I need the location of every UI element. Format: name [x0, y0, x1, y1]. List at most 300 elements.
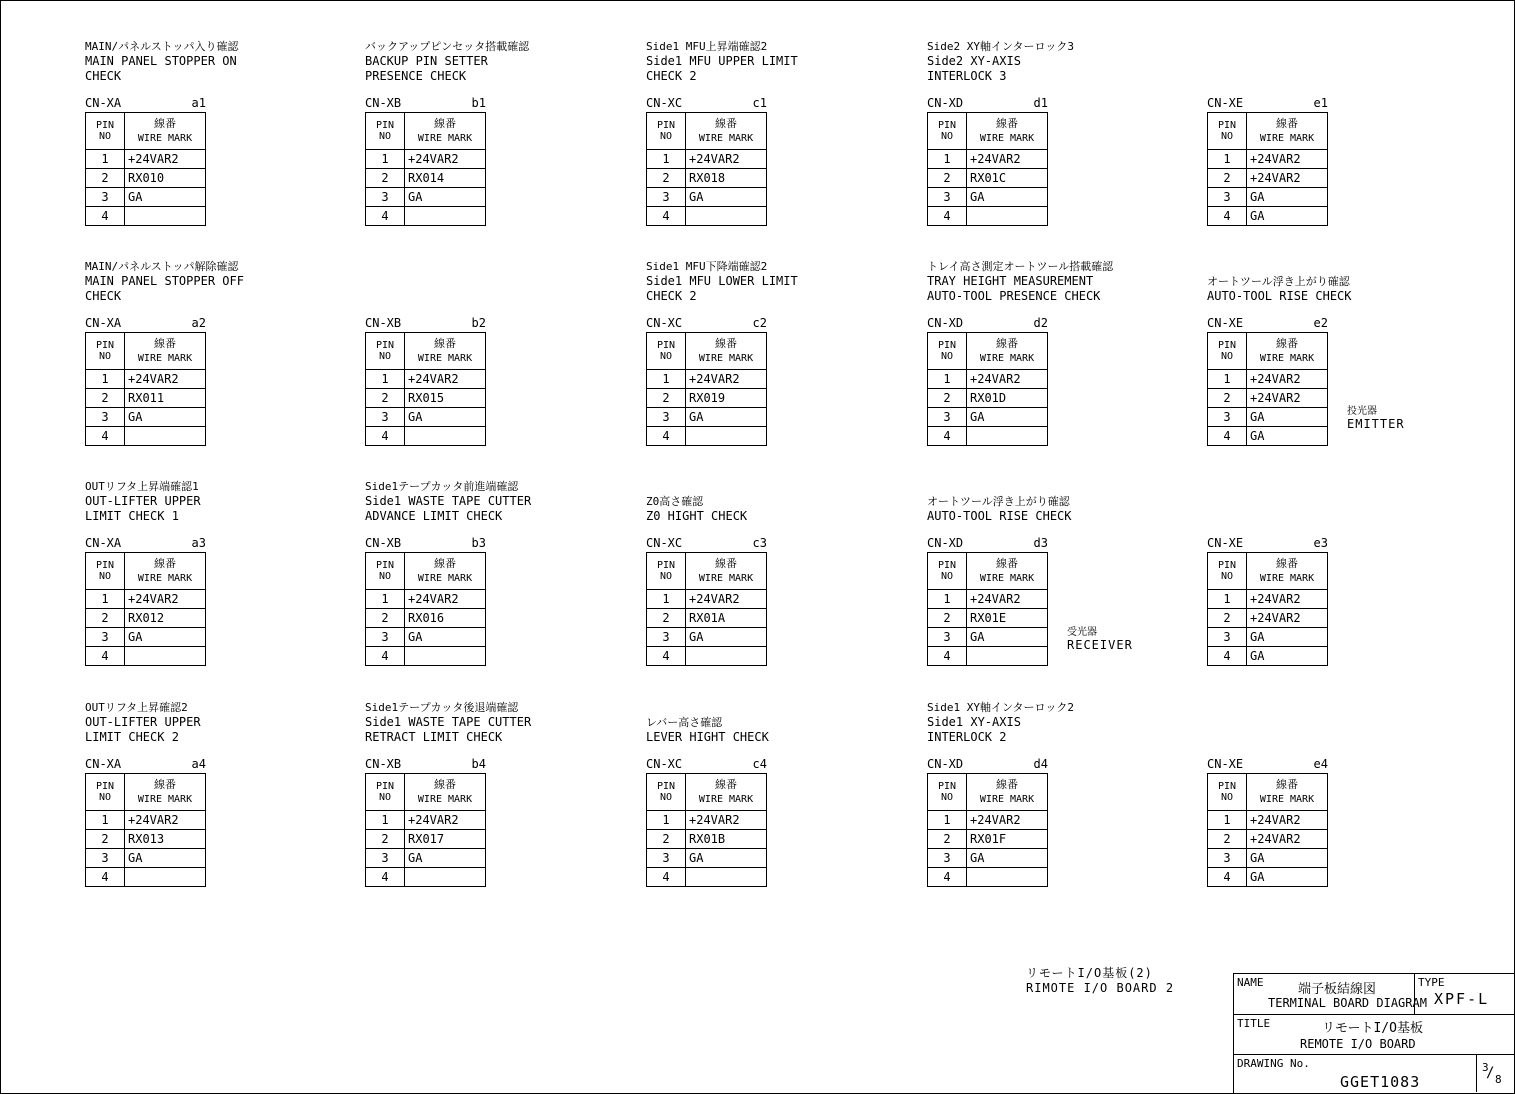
- pin-no-header: [647, 774, 686, 811]
- pin-number: 4: [366, 868, 405, 887]
- pin-row: [366, 609, 486, 628]
- pin-number: 3: [86, 628, 125, 647]
- wire-mark: +24VAR2: [686, 590, 767, 609]
- pin-header-bottom: NO: [98, 792, 112, 803]
- description-line: オートツール浮き上がり確認: [1207, 275, 1350, 288]
- pin-row: [928, 370, 1048, 389]
- pin-header-top: PIN: [375, 120, 395, 131]
- pin-table: [365, 332, 486, 446]
- pin-number: 2: [1208, 169, 1247, 188]
- pin-row: [1208, 408, 1328, 427]
- pin-header-bottom: NO: [1220, 351, 1234, 362]
- pin-header-top: PIN: [1217, 120, 1237, 131]
- wire-mark-header: [405, 113, 486, 150]
- terminal-id: d1: [1033, 96, 1048, 110]
- wire-mark-header: [967, 553, 1048, 590]
- wire-mark: GA: [967, 408, 1048, 427]
- pin-number: 1: [86, 150, 125, 169]
- pin-number: 3: [1208, 188, 1247, 207]
- wire-mark: GA: [967, 628, 1048, 647]
- wire-header-jp: 線番: [996, 337, 1018, 350]
- pin-table: [85, 112, 206, 226]
- description-line: [1207, 259, 1477, 274]
- pin-row: [86, 647, 206, 666]
- wire-header-jp: 線番: [154, 117, 176, 130]
- pin-no-header: [1208, 774, 1247, 811]
- pin-header-bottom: NO: [378, 131, 392, 142]
- pin-table: [646, 332, 767, 446]
- wire-mark: RX010: [125, 169, 206, 188]
- wire-mark: GA: [967, 849, 1048, 868]
- pin-table: [85, 332, 206, 446]
- pin-header-bottom: NO: [940, 351, 954, 362]
- pin-number: 2: [366, 389, 405, 408]
- pin-row: [86, 628, 206, 647]
- pin-number: 4: [86, 207, 125, 226]
- pin-header-bottom: NO: [659, 571, 673, 582]
- wire-mark: GA: [1247, 647, 1328, 666]
- title-block-title-row: [1234, 1015, 1514, 1055]
- pin-row: [647, 590, 767, 609]
- description-line: INTERLOCK 3: [927, 69, 1007, 83]
- description-line: OUT-LIFTER UPPER: [85, 715, 201, 729]
- wire-mark: +24VAR2: [405, 150, 486, 169]
- wire-header-jp: 線番: [1276, 117, 1298, 130]
- pin-row: [1208, 830, 1328, 849]
- pin-number: 2: [928, 169, 967, 188]
- pin-header-bottom: NO: [659, 351, 673, 362]
- pin-table-header: [86, 774, 206, 811]
- wire-mark: GA: [686, 628, 767, 647]
- board-label-en: RIMOTE I/O BOARD 2: [1026, 981, 1175, 995]
- pin-number: 4: [1208, 647, 1247, 666]
- pin-header-bottom: NO: [940, 571, 954, 582]
- wire-header-en: WIRE MARK: [1259, 133, 1315, 144]
- pin-header-bottom: NO: [1220, 792, 1234, 803]
- description-line: CHECK: [85, 289, 122, 303]
- pin-number: 1: [86, 370, 125, 389]
- pin-no-header: [1208, 333, 1247, 370]
- wire-mark: +24VAR2: [967, 811, 1048, 830]
- wire-header-jp: 線番: [996, 117, 1018, 130]
- pin-header-top: PIN: [95, 340, 115, 351]
- receiver-note-en: RECEIVER: [1067, 638, 1133, 652]
- cell-description: [85, 479, 355, 524]
- description-line: Side1 XY軸インターロック2: [927, 701, 1074, 714]
- pin-table: [646, 112, 767, 226]
- emitter-note: [1347, 405, 1405, 431]
- pin-number: 1: [366, 150, 405, 169]
- pin-table: [365, 773, 486, 887]
- pin-row: [647, 169, 767, 188]
- pin-row: [1208, 647, 1328, 666]
- pin-number: 3: [1208, 408, 1247, 427]
- board-label: [1026, 966, 1174, 996]
- title-en: REMOTE I/O BOARD: [1300, 1037, 1416, 1051]
- receiver-note-jp: 受光器: [1067, 627, 1097, 638]
- wire-mark: +24VAR2: [1247, 590, 1328, 609]
- pin-row: [928, 811, 1048, 830]
- wire-mark: GA: [1247, 188, 1328, 207]
- terminal-id: b1: [471, 96, 486, 110]
- wire-mark: +24VAR2: [405, 590, 486, 609]
- pin-row: [86, 590, 206, 609]
- wire-mark: RX013: [125, 830, 206, 849]
- pin-table-header: [647, 333, 767, 370]
- pin-number: 3: [647, 408, 686, 427]
- pin-table: [927, 773, 1048, 887]
- terminal-id: d2: [1033, 316, 1048, 330]
- pin-number: 4: [1208, 427, 1247, 446]
- wire-mark: +24VAR2: [967, 590, 1048, 609]
- terminal-id: e2: [1313, 316, 1328, 330]
- pin-row: [647, 868, 767, 887]
- connector-name: CN-XA: [85, 96, 122, 110]
- pin-row: [366, 408, 486, 427]
- wire-header-jp: 線番: [996, 557, 1018, 570]
- pin-number: 2: [928, 830, 967, 849]
- pin-table-header: [647, 113, 767, 150]
- description-line: LIMIT CHECK 2: [85, 730, 179, 744]
- cell-description: [646, 39, 916, 84]
- pin-number: 1: [647, 811, 686, 830]
- emitter-note-jp: 投光器: [1347, 406, 1377, 417]
- wire-mark: [125, 647, 206, 666]
- pin-header-top: PIN: [1217, 781, 1237, 792]
- wire-mark: GA: [405, 408, 486, 427]
- wire-header-jp: 線番: [1276, 557, 1298, 570]
- description-line: OUTリフタ上昇端確認1: [85, 480, 199, 493]
- title-jp: リモートI/O基板: [1322, 1021, 1423, 1036]
- wire-mark-header: [967, 113, 1048, 150]
- pin-number: 4: [1208, 868, 1247, 887]
- wire-mark: GA: [125, 849, 206, 868]
- pin-number: 2: [1208, 830, 1247, 849]
- pin-number: 1: [1208, 150, 1247, 169]
- pin-row: [366, 811, 486, 830]
- wire-mark: GA: [967, 188, 1048, 207]
- description-line: LIMIT CHECK 1: [85, 509, 179, 523]
- emitter-note-en: EMITTER: [1347, 417, 1405, 431]
- wire-header-en: WIRE MARK: [137, 573, 193, 584]
- pin-header-bottom: NO: [98, 131, 112, 142]
- connector-name: CN-XC: [646, 316, 683, 330]
- pin-header-bottom: NO: [378, 351, 392, 362]
- wire-mark: +24VAR2: [125, 370, 206, 389]
- description-line: AUTO-TOOL RISE CHECK: [1207, 289, 1352, 303]
- pin-table: [1207, 773, 1328, 887]
- pin-no-header: [366, 774, 405, 811]
- type-label: TYPE: [1418, 976, 1445, 989]
- pin-number: 1: [647, 590, 686, 609]
- wire-mark-header: [1247, 113, 1328, 150]
- cell-description: [646, 479, 916, 524]
- pin-row: [647, 150, 767, 169]
- description-line: トレイ高さ測定オートツール搭載確認: [927, 260, 1114, 273]
- pin-row: [928, 389, 1048, 408]
- pin-number: 2: [647, 830, 686, 849]
- pin-table: [646, 773, 767, 887]
- pin-number: 3: [647, 628, 686, 647]
- pin-no-header: [1208, 553, 1247, 590]
- description-line: TRAY HEIGHT MEASUREMENT: [927, 274, 1094, 288]
- description-line: Side1 XY-AXIS: [927, 715, 1021, 729]
- description-line: Side2 XY-AXIS: [927, 54, 1021, 68]
- terminal-id: e4: [1313, 757, 1328, 771]
- pin-row: [86, 811, 206, 830]
- wire-header-en: WIRE MARK: [1259, 794, 1315, 805]
- pin-number: 4: [86, 427, 125, 446]
- pin-table-header: [1208, 113, 1328, 150]
- connector-name: CN-XC: [646, 96, 683, 110]
- pin-number: 1: [86, 811, 125, 830]
- wire-mark: +24VAR2: [1247, 150, 1328, 169]
- description-line: CHECK 2: [646, 289, 697, 303]
- pin-row: [366, 849, 486, 868]
- pin-number: 2: [647, 389, 686, 408]
- wire-mark: RX011: [125, 389, 206, 408]
- wire-header-en: WIRE MARK: [137, 794, 193, 805]
- pin-row: [928, 590, 1048, 609]
- cell-description: [927, 39, 1197, 84]
- wire-mark: [686, 427, 767, 446]
- wire-mark-header: [967, 774, 1048, 811]
- pin-row: [928, 207, 1048, 226]
- wire-header-en: WIRE MARK: [698, 133, 754, 144]
- wire-mark: +24VAR2: [967, 370, 1048, 389]
- wire-mark: GA: [405, 188, 486, 207]
- pin-header-top: PIN: [1217, 340, 1237, 351]
- description-line: Side1 WASTE TAPE CUTTER: [365, 494, 532, 508]
- wire-mark: [125, 207, 206, 226]
- wire-mark: +24VAR2: [1247, 389, 1328, 408]
- connector-name: CN-XB: [365, 96, 402, 110]
- title-label: TITLE: [1237, 1017, 1271, 1030]
- pin-header-top: PIN: [656, 781, 676, 792]
- description-line: MAIN/パネルストッパ入り確認: [85, 40, 239, 53]
- pin-row: [647, 389, 767, 408]
- connector-name: CN-XE: [1207, 536, 1244, 550]
- wire-mark: +24VAR2: [1247, 169, 1328, 188]
- pin-row: [647, 830, 767, 849]
- description-line: [646, 700, 916, 715]
- pin-row: [647, 427, 767, 446]
- pin-row: [647, 207, 767, 226]
- wire-mark: [967, 868, 1048, 887]
- pin-number: 1: [928, 811, 967, 830]
- wire-header-en: WIRE MARK: [1259, 353, 1315, 364]
- pin-number: 3: [366, 188, 405, 207]
- wire-mark: GA: [1247, 408, 1328, 427]
- pin-row: [1208, 207, 1328, 226]
- description-line: Z0 HIGHT CHECK: [646, 509, 748, 523]
- cell-description: [927, 479, 1197, 524]
- wire-mark: [967, 647, 1048, 666]
- pin-row: [366, 169, 486, 188]
- pin-row: [366, 647, 486, 666]
- pin-no-header: [86, 113, 125, 150]
- connector-name: CN-XD: [927, 96, 964, 110]
- wire-mark-header: [125, 774, 206, 811]
- pin-number: 1: [928, 370, 967, 389]
- pin-header-bottom: NO: [940, 131, 954, 142]
- wire-header-jp: 線番: [434, 337, 456, 350]
- pin-number: 2: [928, 389, 967, 408]
- pin-header-top: PIN: [937, 120, 957, 131]
- pin-row: [86, 830, 206, 849]
- description-line: オートツール浮き上がり確認: [927, 495, 1070, 508]
- pin-row: [928, 188, 1048, 207]
- pin-no-header: [86, 333, 125, 370]
- pin-number: 1: [1208, 590, 1247, 609]
- pin-number: 2: [1208, 609, 1247, 628]
- pin-header-top: PIN: [95, 560, 115, 571]
- receiver-note: [1067, 626, 1133, 652]
- terminal-id: d4: [1033, 757, 1048, 771]
- board-label-jp: リモートI/O基板(2): [1026, 966, 1153, 980]
- description-line: [646, 479, 916, 494]
- pin-table: [85, 552, 206, 666]
- description-line: PRESENCE CHECK: [365, 69, 467, 83]
- wire-mark: GA: [125, 408, 206, 427]
- pin-number: 4: [366, 647, 405, 666]
- description-line: Side1 MFU LOWER LIMIT: [646, 274, 798, 288]
- description-line: Side1 MFU上昇端確認2: [646, 40, 768, 53]
- wire-mark-header: [686, 774, 767, 811]
- cell-description: [365, 39, 635, 84]
- pin-number: 3: [366, 628, 405, 647]
- pin-number: 2: [366, 609, 405, 628]
- pin-row: [1208, 370, 1328, 389]
- title-block-name-row: [1234, 974, 1514, 1015]
- description-line: RETRACT LIMIT CHECK: [365, 730, 503, 744]
- pin-row: [1208, 150, 1328, 169]
- pin-number: 2: [86, 609, 125, 628]
- wire-mark: RX01B: [686, 830, 767, 849]
- pin-header-bottom: NO: [659, 131, 673, 142]
- wire-mark: [405, 647, 486, 666]
- pin-table: [85, 773, 206, 887]
- pin-table: [1207, 112, 1328, 226]
- pin-header-top: PIN: [937, 340, 957, 351]
- pin-number: 1: [366, 370, 405, 389]
- terminal-id: b2: [471, 316, 486, 330]
- wire-mark: RX014: [405, 169, 486, 188]
- wire-mark: +24VAR2: [125, 590, 206, 609]
- wire-mark: +24VAR2: [405, 370, 486, 389]
- wire-header-jp: 線番: [715, 337, 737, 350]
- wire-header-jp: 線番: [154, 557, 176, 570]
- pin-number: 2: [928, 609, 967, 628]
- wire-header-jp: 線番: [996, 778, 1018, 791]
- wire-header-jp: 線番: [434, 117, 456, 130]
- pin-number: 2: [86, 389, 125, 408]
- wire-mark-header: [686, 553, 767, 590]
- pin-row: [86, 427, 206, 446]
- terminal-id: a3: [191, 536, 206, 550]
- pin-header-top: PIN: [95, 781, 115, 792]
- wire-mark: [125, 427, 206, 446]
- drawing-label: DRAWING No.: [1237, 1057, 1310, 1070]
- wire-header-en: WIRE MARK: [979, 573, 1035, 584]
- wire-header-en: WIRE MARK: [417, 133, 473, 144]
- description-line: MAIN PANEL STOPPER OFF: [85, 274, 244, 288]
- pin-row: [1208, 628, 1328, 647]
- pin-row: [1208, 868, 1328, 887]
- pin-header-top: PIN: [375, 560, 395, 571]
- terminal-id: c1: [752, 96, 767, 110]
- pin-table-header: [928, 553, 1048, 590]
- pin-number: 4: [86, 647, 125, 666]
- wire-mark: RX01F: [967, 830, 1048, 849]
- pin-number: 2: [1208, 389, 1247, 408]
- description-line: AUTO-TOOL PRESENCE CHECK: [927, 289, 1101, 303]
- terminal-id: c4: [752, 757, 767, 771]
- wire-header-jp: 線番: [434, 778, 456, 791]
- wire-mark: RX01D: [967, 389, 1048, 408]
- pin-table-header: [366, 333, 486, 370]
- wire-header-en: WIRE MARK: [698, 794, 754, 805]
- wire-mark: [967, 207, 1048, 226]
- wire-mark: GA: [1247, 427, 1328, 446]
- pin-row: [86, 188, 206, 207]
- wire-mark-header: [405, 774, 486, 811]
- description-line: Side2 XY軸インターロック3: [927, 40, 1074, 53]
- pin-table-header: [928, 113, 1048, 150]
- wire-mark-header: [405, 553, 486, 590]
- pin-row: [86, 169, 206, 188]
- pin-number: 3: [86, 188, 125, 207]
- wire-mark-header: [686, 113, 767, 150]
- wire-mark: GA: [686, 188, 767, 207]
- pin-row: [86, 389, 206, 408]
- connector-name: CN-XC: [646, 757, 683, 771]
- drawing-number: GGET1083: [1340, 1073, 1421, 1091]
- pin-row: [86, 408, 206, 427]
- wire-header-en: WIRE MARK: [137, 353, 193, 364]
- terminal-id: a4: [191, 757, 206, 771]
- wire-mark: GA: [1247, 849, 1328, 868]
- pin-number: 1: [1208, 370, 1247, 389]
- connector-name: CN-XB: [365, 316, 402, 330]
- connector-name: CN-XD: [927, 536, 964, 550]
- pin-no-header: [928, 553, 967, 590]
- wire-mark: +24VAR2: [1247, 830, 1328, 849]
- wire-mark: +24VAR2: [967, 150, 1048, 169]
- cell-description: [365, 700, 635, 745]
- terminal-id: c2: [752, 316, 767, 330]
- pin-row: [928, 647, 1048, 666]
- terminal-id: a1: [191, 96, 206, 110]
- pin-header-top: PIN: [937, 560, 957, 571]
- pin-number: 4: [928, 207, 967, 226]
- pin-number: 4: [366, 427, 405, 446]
- pin-number: 3: [366, 408, 405, 427]
- connector-name: CN-XE: [1207, 757, 1244, 771]
- description-line: Side1テープカッタ後退端確認: [365, 701, 519, 714]
- cell-description: [646, 700, 916, 745]
- pin-row: [928, 150, 1048, 169]
- pin-row: [1208, 811, 1328, 830]
- pin-row: [366, 150, 486, 169]
- connector-name: CN-XB: [365, 536, 402, 550]
- pin-table: [365, 552, 486, 666]
- wire-header-en: WIRE MARK: [137, 133, 193, 144]
- pin-row: [86, 150, 206, 169]
- wire-mark: +24VAR2: [686, 370, 767, 389]
- pin-number: 4: [928, 647, 967, 666]
- terminal-id: a2: [191, 316, 206, 330]
